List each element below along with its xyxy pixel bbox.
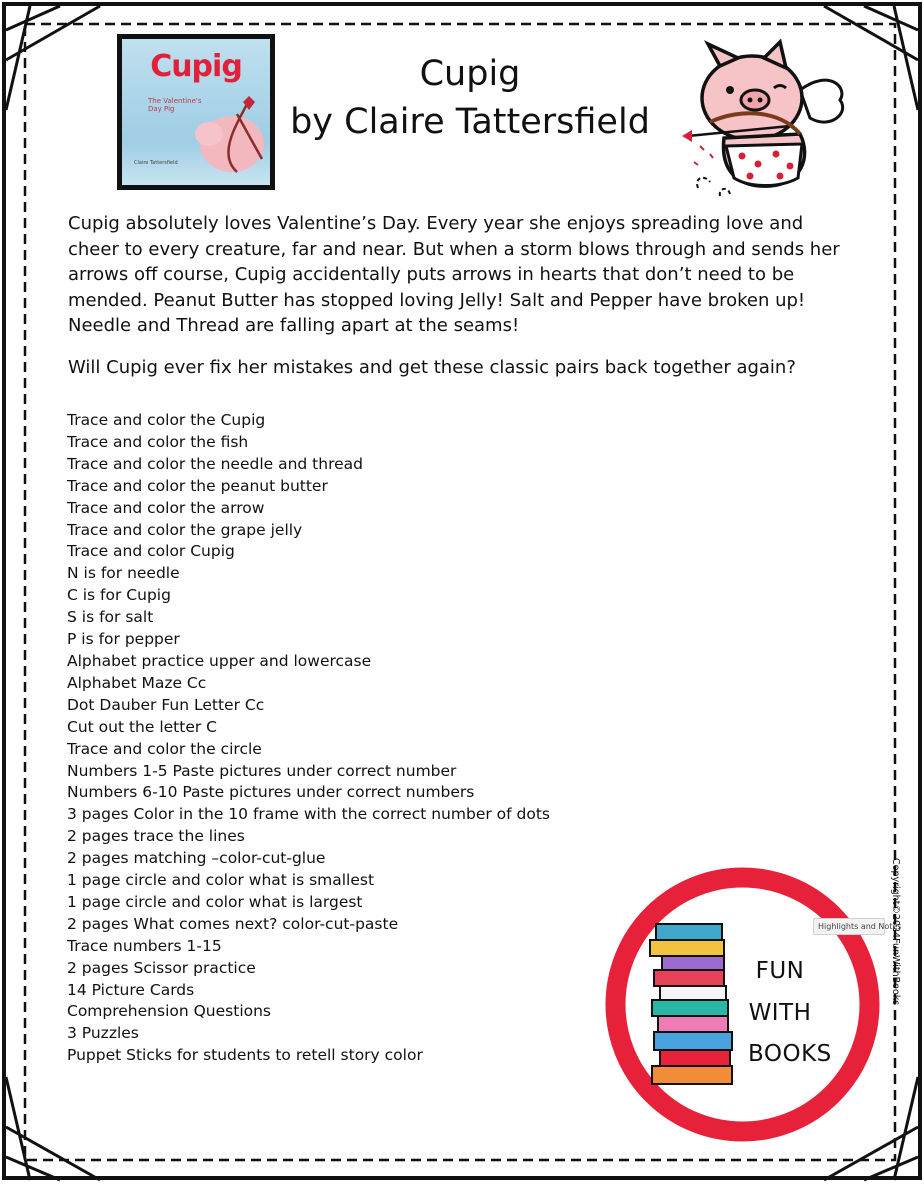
fun-with-books-logo xyxy=(604,866,881,1143)
list-item: 2 pages Scissor practice xyxy=(67,958,256,977)
list-item: 3 Puzzles xyxy=(67,1024,139,1043)
activity-list xyxy=(67,410,550,1067)
list-item: Alphabet practice upper and lowercase xyxy=(67,651,372,670)
logo-text-with: WITH xyxy=(748,1000,812,1026)
list-item: Trace numbers 1-15 xyxy=(67,936,222,955)
list-item: Cut out the letter C xyxy=(67,717,217,736)
list-item: Trace and color the peanut butter xyxy=(67,476,328,495)
book-question: Will Cupig ever fix her mistakes and get these classic pairs back together again? xyxy=(68,357,796,378)
list-item: C is for Cupig xyxy=(67,586,171,605)
list-item: Numbers 1-5 Paste pictures under correct number xyxy=(67,761,457,780)
copyright-text: Copyright©2024FunWithBooks xyxy=(890,858,901,1006)
list-item: P is for pepper xyxy=(67,630,180,649)
book-description: Cupig absolutely loves Valentine’s Day. Every year she enjoys spreading love and cheer to every creature, far and near. But when a storm blows through and sends her arrows off course, Cupig accidentally puts arrows in hearts that don’t need to be mended. Peanut Butter has stopped loving Jelly! Salt and Pepper have broken up! Needle and Thread are falling apart at the seams! xyxy=(68,213,840,336)
cupig-illustration xyxy=(680,38,850,206)
list-item: 2 pages What comes next? color-cut-paste xyxy=(67,914,399,933)
list-item: Comprehension Questions xyxy=(67,1002,272,1021)
list-item: Trace and color the circle xyxy=(67,739,262,758)
book-cover-image xyxy=(117,34,275,190)
list-item: Trace and color Cupig xyxy=(67,542,235,561)
list-item: Dot Dauber Fun Letter Cc xyxy=(67,695,265,714)
list-item: 1 page circle and color what is smallest xyxy=(67,871,375,890)
cover-credits: Claire Tattersfield xyxy=(134,160,178,166)
page-byline: by Claire Tattersfield xyxy=(290,102,650,142)
list-item: 2 pages matching –color-cut-glue xyxy=(67,849,326,868)
page-title: Cupig xyxy=(419,54,521,94)
list-item: Trace and color the arrow xyxy=(67,498,265,517)
logo-text-books: BOOKS xyxy=(748,1041,832,1067)
cover-subtitle: The Valentine's Day Pig xyxy=(148,97,202,113)
list-item: S is for salt xyxy=(67,608,154,627)
list-item: Trace and color the fish xyxy=(67,432,249,451)
list-item: Trace and color the Cupig xyxy=(67,411,266,429)
highlights-notes-tooltip[interactable]: Highlights and Notes xyxy=(813,918,885,935)
list-item: 14 Picture Cards xyxy=(67,980,195,999)
list-item: Trace and color the needle and thread xyxy=(67,454,363,473)
list-item: Numbers 6-10 Paste pictures under correct numbers xyxy=(67,783,475,802)
logo-text-fun: FUN xyxy=(755,958,805,984)
list-item: Puppet Sticks for students to retell story color xyxy=(67,1046,423,1065)
list-item: Alphabet Maze Cc xyxy=(67,673,207,692)
list-item: 2 pages trace the lines xyxy=(67,827,245,846)
copyright-notice xyxy=(887,858,901,1013)
list-item: 3 pages Color in the 10 frame with the correct number of dots xyxy=(67,805,550,824)
list-item: N is for needle xyxy=(67,564,180,583)
cover-title: Cupig xyxy=(150,49,242,84)
list-item: 1 page circle and color what is largest xyxy=(67,892,363,911)
list-item: Trace and color the grape jelly xyxy=(67,520,303,539)
